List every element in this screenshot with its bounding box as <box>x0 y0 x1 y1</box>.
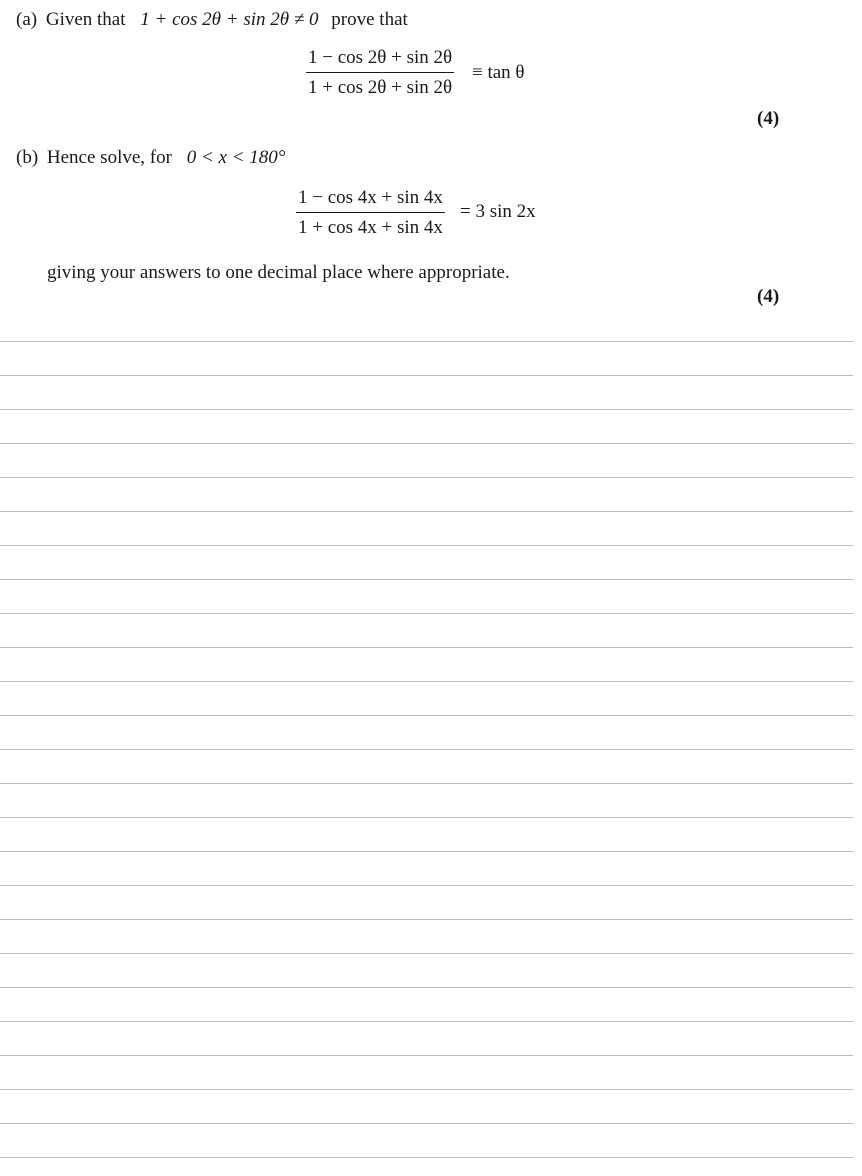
part-b-instruction: giving your answers to one decimal place where appropriate. <box>47 262 510 283</box>
answer-line[interactable] <box>0 885 853 886</box>
part-b-label: (b) <box>16 147 39 168</box>
answer-line[interactable] <box>0 443 853 444</box>
answer-line[interactable] <box>0 919 853 920</box>
answer-line[interactable] <box>0 613 853 614</box>
part-a-label: (a) <box>16 9 38 30</box>
answer-line[interactable] <box>0 511 853 512</box>
part-b-denominator: 1 + cos 4x + sin 4x <box>298 217 443 238</box>
answer-line[interactable] <box>0 545 853 546</box>
part-a-denominator: 1 + cos 2θ + sin 2θ <box>308 77 453 98</box>
part-a-marks: (4) <box>757 108 780 129</box>
part-b-fraction <box>296 187 445 239</box>
part-b-numerator: 1 − cos 4x + sin 4x <box>298 187 443 208</box>
answer-line[interactable] <box>0 1021 853 1022</box>
part-a-numerator: 1 − cos 2θ + sin 2θ <box>308 47 453 68</box>
answer-line[interactable] <box>0 783 853 784</box>
part-a-condition: 1 + cos 2θ + sin 2θ ≠ 0 <box>140 9 319 30</box>
part-a-rhs: ≡ tan θ <box>472 62 525 83</box>
part-b-range: 0 < x < 180° <box>186 147 286 168</box>
part-a-fraction <box>306 47 454 99</box>
answer-line[interactable] <box>0 477 853 478</box>
answer-line[interactable] <box>0 1123 853 1124</box>
answer-line[interactable] <box>0 1055 853 1056</box>
part-b-question-line <box>16 147 285 169</box>
answer-line[interactable] <box>0 647 853 648</box>
answer-line[interactable] <box>0 681 853 682</box>
answer-line[interactable] <box>0 409 853 410</box>
part-a-lead-text: Given that <box>45 9 126 30</box>
answer-line[interactable] <box>0 749 853 750</box>
part-b-lead-text: Hence solve, for <box>46 147 172 168</box>
answer-line[interactable] <box>0 715 853 716</box>
answer-line[interactable] <box>0 1089 853 1090</box>
part-a-tail-text: prove that <box>331 9 408 30</box>
answer-line[interactable] <box>0 375 853 376</box>
answer-line[interactable] <box>0 579 853 580</box>
answer-line[interactable] <box>0 953 853 954</box>
answer-line[interactable] <box>0 851 853 852</box>
part-b-marks: (4) <box>757 286 780 307</box>
part-b-rhs: = 3 sin 2x <box>460 201 536 222</box>
answer-line[interactable] <box>0 1157 853 1158</box>
answer-line[interactable] <box>0 341 853 342</box>
part-a-question-line <box>16 9 408 31</box>
answer-line[interactable] <box>0 987 853 988</box>
answer-line[interactable] <box>0 817 853 818</box>
